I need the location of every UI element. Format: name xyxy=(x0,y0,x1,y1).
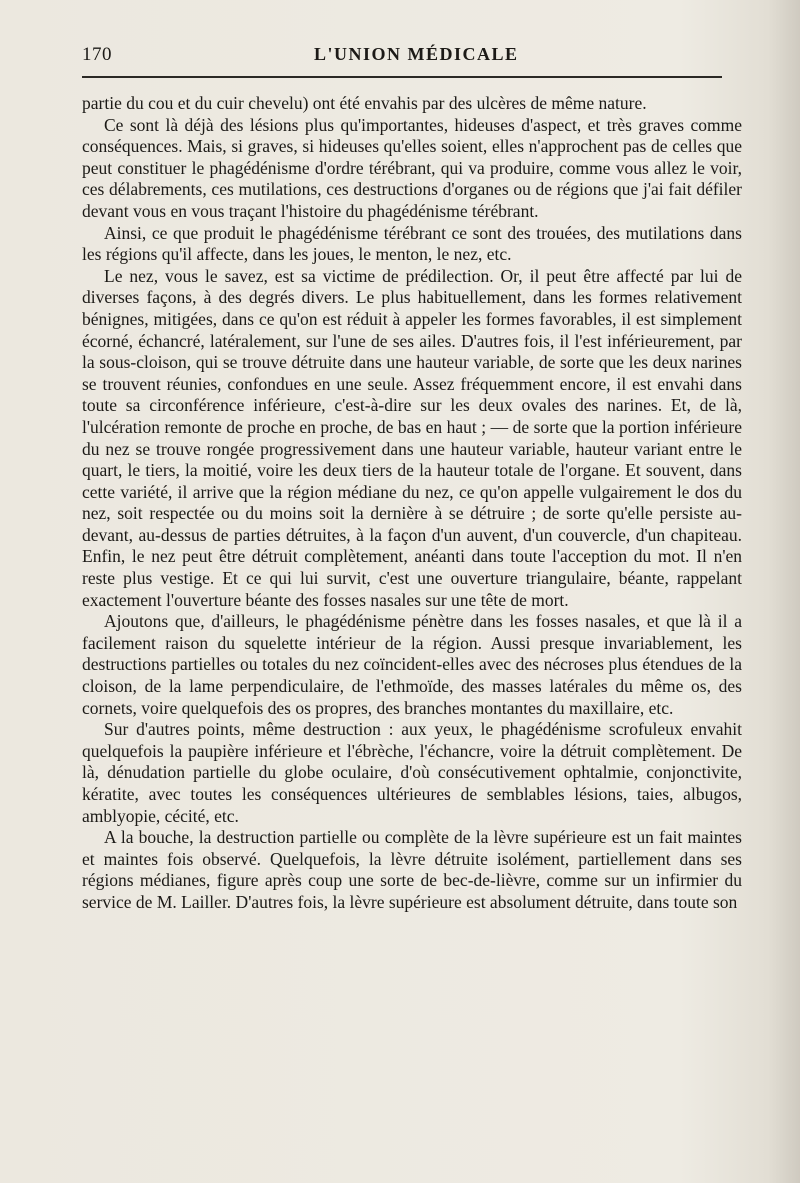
paragraph: Ajoutons que, d'ailleurs, le phagédénisme pénètre dans les fosses nasales, et que là il a facilement raison du squelette intérieur de la région. Aussi presque invariablement, les destructions partielles ou totales du nez coïncident-elles avec des nécroses plus étendues de la cloison, de la lame perpendiculaire, de l'ethmoïde, des masses latérales du même os, des cornets, voire quelquefois des os propres, des branches montantes du maxillaire, etc. xyxy=(82,611,742,718)
paragraph: Ce sont là déjà des lésions plus qu'importantes, hideuses d'aspect, et très graves comme conséquences. Mais, si graves, si hideuses qu'elles soient, elles n'approchent pas de celles que peut constituer le phagédénisme d'ordre térébrant, qui va produire, comme vous allez le voir, ces délabrements, ces mutilations, ces destructions d'organes ou de régions que j'ai fait défiler devant vous en vous traçant l'histoire du phagédénisme térébrant. xyxy=(82,114,742,221)
header-rule xyxy=(82,76,722,78)
paragraph: Sur d'autres points, même destruction : aux yeux, le phagédénisme scrofuleux envahit quelquefois la paupière inférieure et l'ébrèche, l'échancre, voire la détruit complètement. De là, dénudation partielle du globe oculaire, d'où consécutivement ophtalmie, conjonctivite, kératite, avec toutes les conséquences ultérieures de semblables lésions, taies, albugos, amblyopie, cécité, etc. xyxy=(82,719,742,826)
body-text xyxy=(82,93,742,914)
paragraph: A la bouche, la destruction partielle ou complète de la lèvre supérieure est un fait maintes et maintes fois observé. Quelquefois, la lèvre détruite isolément, partiellement dans ses régions médianes, figure après coup une sorte de bec-de-lièvre, comme sur un infirmier du service de M. Lailler. D'autres fois, la lèvre supérieure est absolument détruite, dans toute son xyxy=(82,827,742,912)
running-head: L'UNION MÉDICALE xyxy=(314,44,519,64)
paragraph: partie du cou et du cuir chevelu) ont été envahis par des ulcères de même nature. xyxy=(82,93,647,113)
page-header xyxy=(82,44,742,70)
paragraph: Le nez, vous le savez, est sa victime de prédilection. Or, il peut être affecté par lui de diverses façons, à des degrés divers. Le plus habituellement, dans les formes relativement bénignes, mitigées, dans ce qu'on est réduit à appeler les formes favorables, il est simplement écorné, échancré, latéralement, sur l'une de ses ailes. D'autres fois, il l'est inférieurement, par la sous-cloison, qui se trouve détruite dans une hauteur variable, de sorte que les deux narines se trouvent réunies, confondues en une seule. Assez fréquemment encore, il est envahi dans toute sa circonférence inférieure, c'est-à-dire sur les deux ovales des narines. Et, de là, l'ulcération remonte de proche en proche, de bas en haut ; — de sorte que la portion inférieure du nez se trouve rongée progressivement dans une hauteur variable, hauteur variant entre le quart, le tiers, la moitié, voire les deux tiers de la hauteur totale de l'organe. Et souvent, dans cette variété, il arrive que la région médiane du nez, ce qu'on appelle vulgairement le dos du nez, soit respectée ou du moins soit la dernière à se détruire ; de sorte qu'elle persiste au-devant, au-dessus de parties détruites, à la façon d'un auvent, d'un couvercle, d'un chapiteau. Enfin, le nez peut être détruit complètement, anéanti dans toute l'acception du mot. Il n'en reste plus vestige. Et ce qui lui survit, c'est une ouverture triangulaire, béante, rappelant exactement l'ouverture béante des fosses nasales sur une tête de mort. xyxy=(82,265,742,610)
paragraph: Ainsi, ce que produit le phagédénisme térébrant ce sont des trouées, des mutilations dans les régions qu'il affecte, dans les joues, le menton, le nez, etc. xyxy=(82,222,742,265)
page-number: 170 xyxy=(82,44,112,65)
